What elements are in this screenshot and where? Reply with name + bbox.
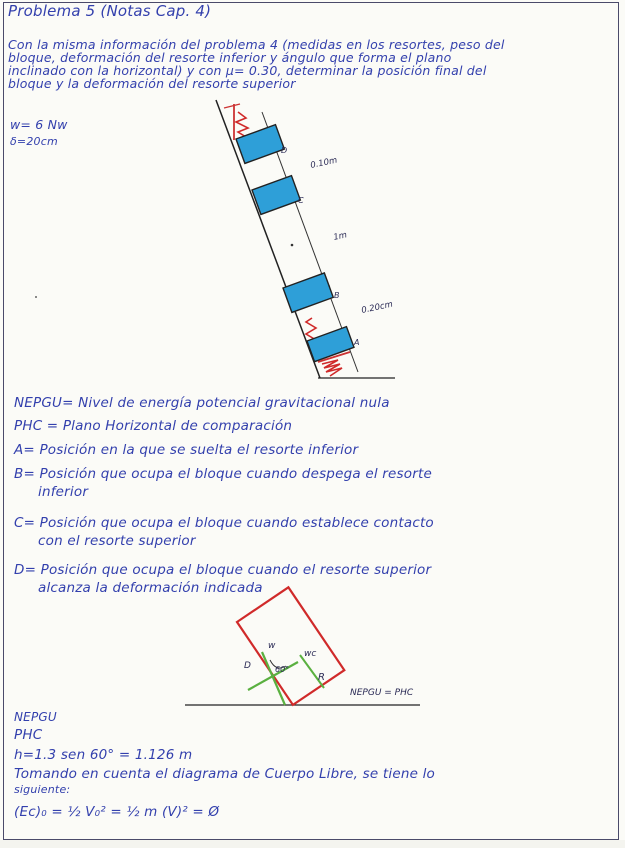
problem-title: Problema 5 (Notas Cap. 4) [8,2,212,20]
dim-mid: 1m [332,230,349,243]
given-deformation: δ=20cm [10,135,58,148]
fbd-nepgu: NEPGU = PHC [350,688,414,698]
legend-phc: PHC = Plano Horizontal de comparación [14,418,293,434]
legend-B-cont: inferior [38,484,89,500]
label-B: B [334,291,340,300]
legend-nepgu: NEPGU= Nivel de energía potencial gravitacional nula [14,395,390,411]
statement-line-3: inclinado con la horizontal) y con μ= 0.30, determinar la posición final del [8,63,487,78]
statement-line-1: Con la misma información del problema 4 (medidas en los resortes, peso del [8,37,505,52]
fbd-wc: wc [304,649,317,659]
fbd-D: D [244,661,251,671]
fbd-w: w [268,641,276,651]
label-C: C [298,196,304,205]
calc-nepgu: NEPGU [14,710,57,724]
label-D: D [281,146,288,155]
statement-line-2: bloque, deformación del resorte inferior y ángulo que forma el plano [8,50,452,65]
legend-B: B= Posición que ocupa el bloque cuando despega el resorte [14,466,432,482]
legend-C-cont: con el resorte superior [38,533,196,549]
calc-text-1: Tomando en cuenta el diagrama de Cuerpo Libre, se tiene lo [14,766,435,782]
calc-kinetic-energy: (Ec)₀ = ½ V₀² = ½ m (V)² = Ø [14,804,220,820]
legend-D-cont: alcanza la deformación indicada [38,580,263,596]
calc-text-2: siguiente: [14,783,71,796]
label-A: A [354,338,360,347]
statement-line-4: bloque y la deformación del resorte superior [8,76,296,91]
legend-A: A= Posición en la que se suelta el resorte inferior [14,442,359,458]
legend-C: C= Posición que ocupa el bloque cuando establece contacto [14,515,434,531]
legend-D: D= Posición que ocupa el bloque cuando el resorte superior [14,562,432,578]
given-weight: w= 6 Nw [10,117,68,132]
calc-phc: PHC [14,727,43,743]
dim-bottom: 0.20cm [360,299,394,316]
dim-top: 0.10m [309,155,339,171]
fbd-R: R [318,672,325,683]
calc-height: h=1.3 sen 60° = 1.126 m [14,747,193,763]
page-bottom-edge [0,840,625,848]
fbd-angle: 60° [275,665,290,674]
